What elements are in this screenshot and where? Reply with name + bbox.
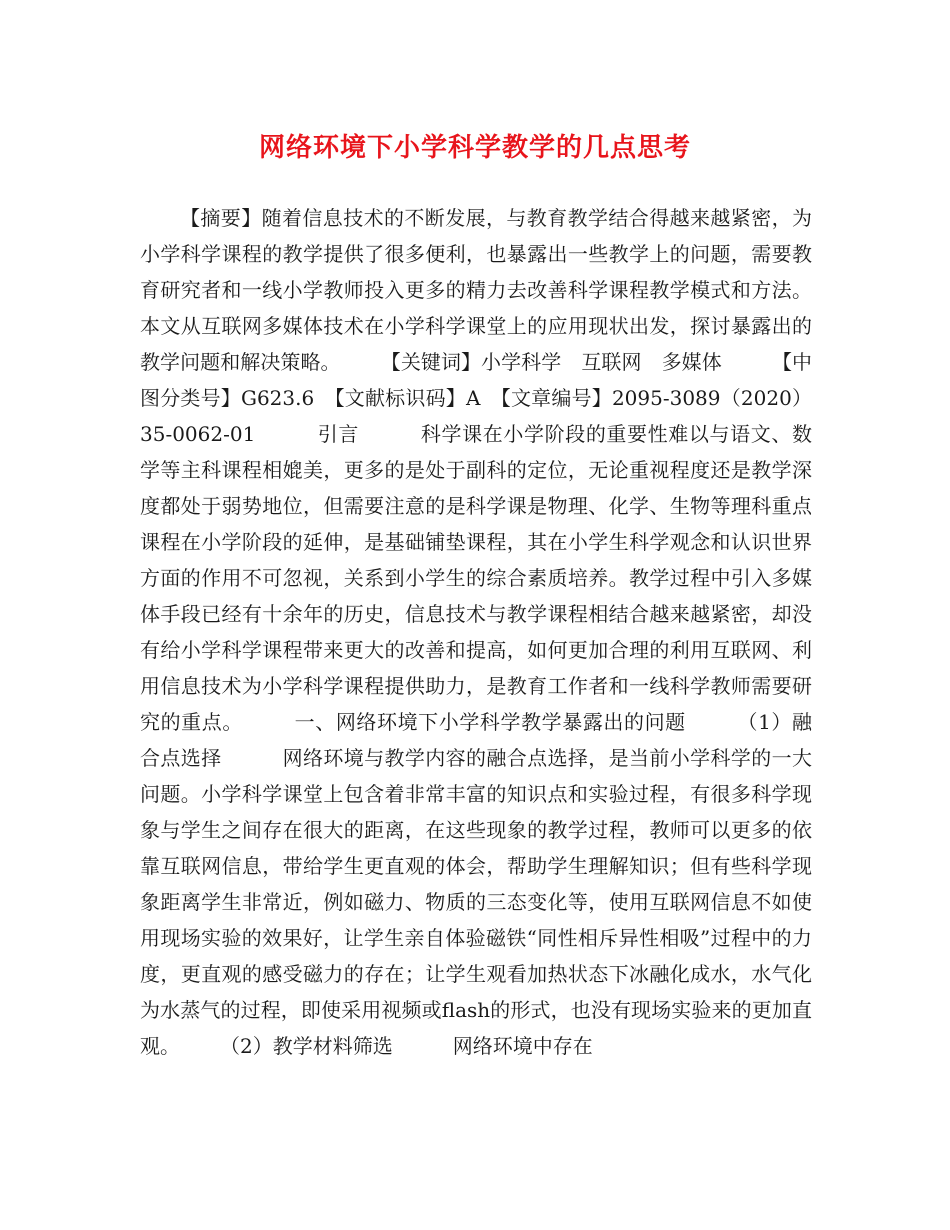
document-body: 【摘要】随着信息技术的不断发展，与教育教学结合得越来越紧密，为小学科学课程的教学提供了很多便利，也暴露出一些教学上的问题，需要教育研究者和一线小学教师投入更多的精力去改善科学课程教学模式和方法。本文从互联网多媒体技术在小学科学课堂上的应用现状出发，探讨暴露出的教学问题和解决策略。 【关键词】小学科学 互联网 多媒体 【中图分类号】G623.6 【文献标识码】A 【文章编号】2095-3089（2020）35-0062-01 引言 科学课在小学阶段的重要性难以与语文、数学等主科课程相媲美，更多的是处于副科的定位，无论重视程度还是教学深度都处于弱势地位，但需要注意的是科学课是物理、化学、生物等理科重点课程在小学阶段的延伸，是基础铺垫课程，其在小学生科学观念和认识世界方面的作用不可忽视，关系到小学生的综合素质培养。教学过程中引入多媒体手段已经有十余年的历史，信息技术与教学课程相结合越来越紧密，却没有给小学科学课程带来更大的改善和提高，如何更加合理的利用互联网、利用信息技术为小学科学课程提供助力，是教育工作者和一线科学教师需要研究的重点。 一、网络环境下小学科学教学暴露出的问题 （1）融合点选择 网络环境与教学内容的融合点选择，是当前小学科学的一大问题。小学科学课堂上包含着非常丰富的知识点和实验过程，有很多科学现象与学生之间存在很大的距离，在这些现象的教学过程，教师可以更多的依靠互联网信息，带给学生更直观的体会，帮助学生理解知识；但有些科学现象距离学生非常近，例如磁力、物质的三态变化等，使用互联网信息不如使用现场实验的效果好，让学生亲自体验磁铁“同性相斥异性相吸”过程中的力度，更直观的感受磁力的存在；让学生观看加热状态下冰融化成水，水气化为水蒸气的过程，即使采用视频或flash的形式，也没有现场实验来的更加直观。 （2）教学材料筛选 网络环境中存在 — [140, 206, 812, 1058]
document-title: 网络环境下小学科学教学的几点思考 — [258, 133, 691, 163]
